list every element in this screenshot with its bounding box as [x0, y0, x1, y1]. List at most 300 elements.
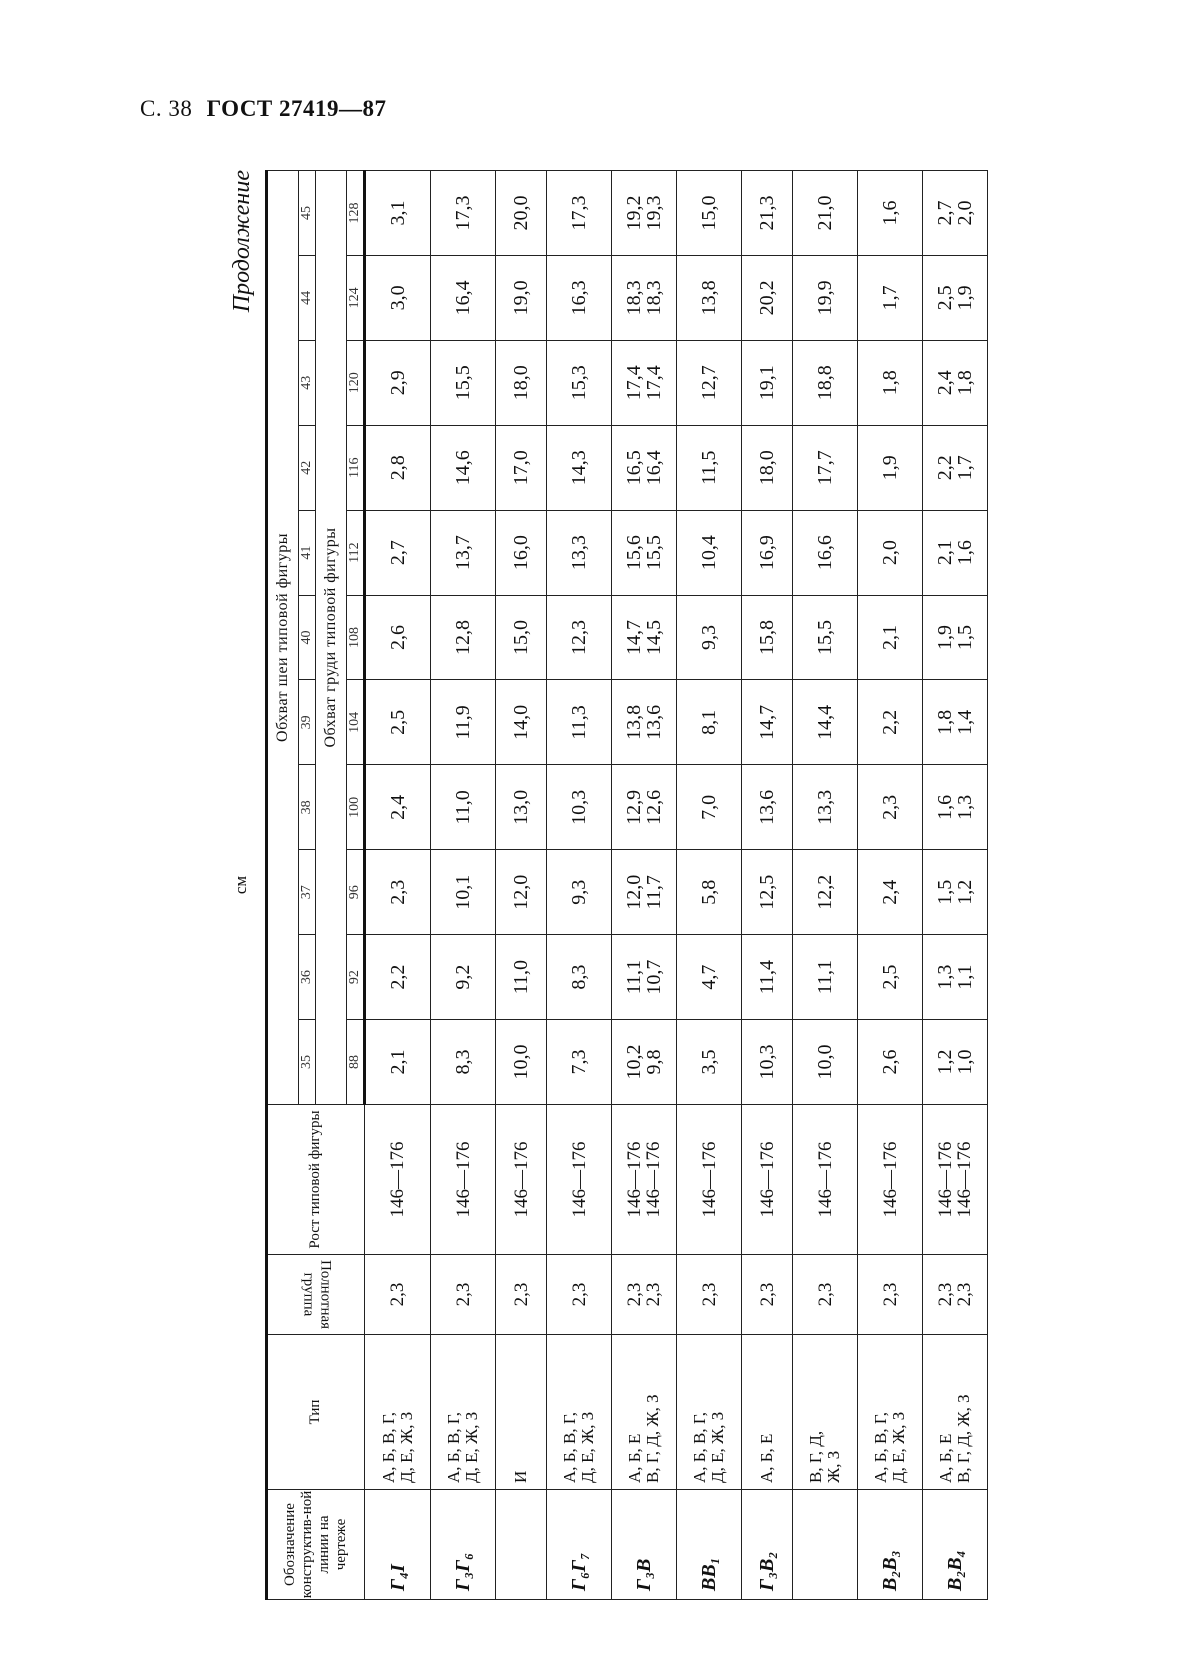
- value-cell-line: 16,0: [510, 535, 533, 571]
- value-cell-line: 13,6: [756, 789, 779, 825]
- neck-size-header: 40: [299, 595, 316, 680]
- type-cell: [612, 1335, 677, 1490]
- fullness-group-cell-line: 2,3: [935, 1282, 957, 1307]
- value-cell-line: 15,3: [568, 365, 591, 401]
- value-cell: [677, 340, 742, 425]
- table-row: [923, 171, 988, 1600]
- fullness-group-cell-line: 2,3: [814, 1282, 836, 1307]
- height-cell: [547, 1105, 612, 1255]
- value-cell: [858, 680, 923, 765]
- table-row: [496, 171, 547, 1600]
- value-cell: [923, 850, 988, 935]
- fullness-group-cell-line: 2,3: [452, 1282, 474, 1307]
- fullness-group-cell: [793, 1255, 858, 1335]
- value-cell-line: 2,5: [934, 285, 957, 311]
- value-cell-line: 13,8: [623, 704, 646, 740]
- chest-size-header: 96: [347, 850, 365, 935]
- neck-size-header: 45: [299, 171, 316, 256]
- value-cell-line: 18,3: [643, 280, 666, 316]
- value-cell-line: 20,0: [510, 195, 533, 231]
- value-cell-line: 1,2: [954, 879, 977, 905]
- value-cell-line: 10,4: [698, 535, 721, 571]
- value-cell: [923, 340, 988, 425]
- value-cell-line: 3,0: [387, 285, 410, 311]
- value-cell: [547, 171, 612, 256]
- value-cell: [742, 850, 793, 935]
- type-cell-line: А, Б, В, Г,: [871, 1411, 891, 1483]
- value-cell-line: 11,1: [623, 960, 646, 995]
- value-cell-line: 17,3: [452, 195, 475, 231]
- value-cell: [547, 255, 612, 340]
- value-cell-line: 12,5: [756, 874, 779, 910]
- value-cell-line: 18,8: [814, 365, 837, 401]
- value-cell-line: 1,5: [954, 625, 977, 651]
- table-row: [793, 171, 858, 1600]
- height-cell-line: 146—176: [814, 1141, 836, 1218]
- value-cell-line: 12,0: [623, 874, 646, 910]
- value-cell-line: 15,5: [814, 620, 837, 656]
- value-cell-line: 17,4: [623, 365, 646, 401]
- value-cell-line: 4,7: [698, 964, 721, 990]
- height-cell-line: 146—176: [452, 1141, 474, 1218]
- value-cell: [431, 680, 496, 765]
- value-cell: [793, 765, 858, 850]
- value-cell-line: 12,0: [510, 874, 533, 910]
- value-cell-line: 15,5: [452, 365, 475, 401]
- col-header-neck-group: Обхват шеи типовой фигуры: [267, 171, 299, 1105]
- value-cell-line: 2,6: [879, 1049, 902, 1075]
- chest-size-header: 92: [347, 935, 365, 1020]
- neck-size-header: 43: [299, 340, 316, 425]
- value-cell-line: 9,2: [452, 964, 475, 990]
- fullness-group-cell-line: 2,3: [387, 1282, 409, 1307]
- value-cell: [923, 510, 988, 595]
- value-cell-line: 3,5: [698, 1049, 721, 1075]
- value-cell-line: 1,7: [954, 455, 977, 481]
- value-cell: [547, 340, 612, 425]
- type-cell-line: Ж, З: [824, 1450, 844, 1483]
- value-cell: [742, 425, 793, 510]
- value-cell-line: 12,7: [698, 365, 721, 401]
- value-cell: [793, 1020, 858, 1105]
- value-cell: [793, 850, 858, 935]
- value-cell: [431, 765, 496, 850]
- value-cell: [793, 680, 858, 765]
- chest-size-header: 104: [347, 680, 365, 765]
- value-cell: [365, 765, 431, 850]
- value-cell: [793, 425, 858, 510]
- value-cell-line: 1,9: [954, 285, 977, 311]
- value-cell-line: 18,0: [510, 365, 533, 401]
- value-cell-line: 2,5: [879, 964, 902, 990]
- type-cell-line: Д, Е, Ж, З: [578, 1411, 598, 1483]
- type-cell-line: В, Г, Д, Ж, З: [643, 1394, 663, 1483]
- value-cell: [365, 340, 431, 425]
- value-cell-line: 13,7: [452, 535, 475, 571]
- value-cell: [496, 171, 547, 256]
- chest-size-header: 112: [347, 510, 365, 595]
- type-cell: [431, 1335, 496, 1490]
- value-cell-line: 1,5: [934, 879, 957, 905]
- value-cell-line: 16,5: [623, 450, 646, 486]
- value-cell: [858, 935, 923, 1020]
- height-cell-line: 146—176: [643, 1141, 665, 1218]
- value-cell-line: 1,0: [954, 1049, 977, 1075]
- value-cell-line: 14,7: [756, 704, 779, 740]
- fullness-group-cell-line: 2,3: [756, 1282, 778, 1307]
- value-cell-line: 2,1: [934, 540, 957, 566]
- type-cell-line: А, Б, Е: [936, 1433, 956, 1483]
- value-cell: [547, 1020, 612, 1105]
- value-cell-line: 9,3: [568, 879, 591, 905]
- value-cell: [923, 680, 988, 765]
- table-row: [858, 171, 923, 1600]
- value-cell-line: 9,3: [698, 625, 721, 651]
- value-cell-line: 2,8: [387, 455, 410, 481]
- value-cell-line: 13,0: [510, 789, 533, 825]
- height-cell: [858, 1105, 923, 1255]
- value-cell: [858, 595, 923, 680]
- value-cell: [612, 425, 677, 510]
- value-cell-line: 3,1: [387, 200, 410, 226]
- table-row: [612, 171, 677, 1600]
- value-cell-line: 17,4: [643, 365, 666, 401]
- fullness-group-label: Полнотная группа: [300, 1259, 334, 1330]
- value-cell: [677, 171, 742, 256]
- designation-cell: [793, 1490, 858, 1600]
- value-cell-line: 8,1: [698, 709, 721, 735]
- value-cell-line: 2,4: [387, 794, 410, 820]
- value-cell-line: 13,6: [643, 704, 666, 740]
- value-cell-line: 2,6: [387, 625, 410, 651]
- designation-cell: ВВ₁: [677, 1490, 742, 1600]
- value-cell: [793, 255, 858, 340]
- value-cell-line: 16,6: [814, 535, 837, 571]
- value-cell: [923, 1020, 988, 1105]
- chest-size-header: 88: [347, 1020, 365, 1105]
- table-body: [365, 171, 988, 1600]
- standard-number: ГОСТ 27419—87: [206, 96, 387, 121]
- value-cell-line: 2,0: [954, 200, 977, 226]
- value-cell-line: 14,3: [568, 450, 591, 486]
- value-cell: [547, 425, 612, 510]
- value-cell-line: 16,4: [643, 450, 666, 486]
- rotated-table-region: [225, 170, 1055, 1600]
- value-cell: [677, 680, 742, 765]
- value-cell: [858, 171, 923, 256]
- fullness-group-cell-line: 2,3: [643, 1282, 665, 1307]
- type-cell-line: А, Б, В, Г,: [690, 1411, 710, 1483]
- type-cell-line: А, Б, В, Г,: [560, 1411, 580, 1483]
- fullness-group-cell: [431, 1255, 496, 1335]
- value-cell: [365, 680, 431, 765]
- value-cell: [612, 171, 677, 256]
- height-cell: [742, 1105, 793, 1255]
- value-cell-line: 12,8: [452, 620, 475, 656]
- value-cell: [547, 765, 612, 850]
- value-cell-line: 19,0: [510, 280, 533, 316]
- value-cell: [496, 340, 547, 425]
- value-cell: [612, 340, 677, 425]
- value-cell-line: 12,2: [814, 874, 837, 910]
- value-cell: [793, 340, 858, 425]
- height-cell-line: 146—176: [510, 1141, 532, 1218]
- fullness-group-cell: [547, 1255, 612, 1335]
- type-cell: [793, 1335, 858, 1490]
- value-cell-line: 1,8: [879, 370, 902, 396]
- value-cell-line: 21,0: [814, 195, 837, 231]
- value-cell: [742, 595, 793, 680]
- value-cell: [496, 765, 547, 850]
- value-cell-line: 13,3: [568, 535, 591, 571]
- value-cell: [858, 850, 923, 935]
- page-number: С. 38: [140, 96, 193, 121]
- fullness-group-cell: [365, 1255, 431, 1335]
- value-cell-line: 8,3: [568, 964, 591, 990]
- value-cell: [612, 850, 677, 935]
- value-cell-line: 14,7: [623, 620, 646, 656]
- continuation-label: Продолжение: [229, 170, 255, 313]
- height-cell: [612, 1105, 677, 1255]
- height-cell-line: 146—176: [698, 1141, 720, 1218]
- value-cell: [742, 680, 793, 765]
- value-cell-line: 9,8: [643, 1049, 666, 1075]
- fullness-group-cell-line: 2,3: [698, 1282, 720, 1307]
- fullness-group-cell-line: 2,3: [954, 1282, 976, 1307]
- type-cell-line: А, Б, Е: [625, 1433, 645, 1483]
- chest-size-header: 116: [347, 425, 365, 510]
- value-cell-line: 19,9: [814, 280, 837, 316]
- value-cell: [677, 255, 742, 340]
- value-cell-line: 18,3: [623, 280, 646, 316]
- value-cell-line: 15,0: [698, 195, 721, 231]
- type-cell-line: А, Б, Е: [757, 1433, 777, 1483]
- value-cell: [793, 171, 858, 256]
- value-cell: [858, 255, 923, 340]
- designation-cell: Г₄I: [365, 1490, 431, 1600]
- value-cell-line: 1,9: [934, 625, 957, 651]
- value-cell-line: 2,2: [934, 455, 957, 481]
- type-cell-line: Д, Е, Ж, З: [396, 1411, 416, 1483]
- neck-size-header: 42: [299, 425, 316, 510]
- value-cell-line: 12,6: [643, 789, 666, 825]
- fullness-group-cell: [496, 1255, 547, 1335]
- value-cell: [431, 171, 496, 256]
- value-cell: [431, 935, 496, 1020]
- value-cell-line: 14,6: [452, 450, 475, 486]
- neck-size-header: 44: [299, 255, 316, 340]
- value-cell-line: 16,3: [568, 280, 591, 316]
- type-cell-line: В, Г, Д, Ж, З: [954, 1394, 974, 1483]
- value-cell: [431, 340, 496, 425]
- value-cell: [431, 510, 496, 595]
- value-cell: [496, 680, 547, 765]
- value-cell-line: 1,2: [934, 1049, 957, 1075]
- value-cell: [742, 1020, 793, 1105]
- value-cell: [365, 255, 431, 340]
- value-cell: [677, 935, 742, 1020]
- value-cell-line: 14,5: [643, 620, 666, 656]
- designation-cell: В₂В₄: [923, 1490, 988, 1600]
- value-cell: [365, 425, 431, 510]
- height-cell-line: 146—176: [568, 1141, 590, 1218]
- value-cell-line: 2,2: [879, 709, 902, 735]
- value-cell-line: 18,0: [756, 450, 779, 486]
- type-cell: [742, 1335, 793, 1490]
- col-header-fullness-group: [267, 1255, 365, 1335]
- value-cell: [858, 1020, 923, 1105]
- height-cell: [923, 1105, 988, 1255]
- value-cell: [612, 935, 677, 1020]
- value-cell: [742, 935, 793, 1020]
- fullness-group-cell: [742, 1255, 793, 1335]
- height-cell: [793, 1105, 858, 1255]
- value-cell-line: 7,0: [698, 794, 721, 820]
- designation-cell: [496, 1490, 547, 1600]
- value-cell: [923, 765, 988, 850]
- value-cell: [793, 510, 858, 595]
- fullness-group-cell-line: 2,3: [879, 1282, 901, 1307]
- value-cell: [496, 595, 547, 680]
- value-cell: [677, 510, 742, 595]
- value-cell: [793, 595, 858, 680]
- value-cell-line: 1,3: [934, 964, 957, 990]
- value-cell-line: 11,0: [510, 960, 533, 995]
- table-row: [742, 171, 793, 1600]
- fullness-group-cell: [923, 1255, 988, 1335]
- designation-cell: Г₃Г₆: [431, 1490, 496, 1600]
- fullness-group-cell-line: 2,3: [568, 1282, 590, 1307]
- value-cell: [365, 171, 431, 256]
- value-cell-line: 2,7: [934, 200, 957, 226]
- value-cell-line: 11,4: [756, 960, 779, 995]
- chest-size-header: 100: [347, 765, 365, 850]
- value-cell-line: 10,1: [452, 874, 475, 910]
- type-cell-line: Д, Е, Ж, З: [708, 1411, 728, 1483]
- value-cell: [496, 425, 547, 510]
- value-cell-line: 2,1: [879, 625, 902, 651]
- value-cell-line: 1,6: [879, 200, 902, 226]
- designation-cell: Г₆Г₇: [547, 1490, 612, 1600]
- value-cell: [923, 595, 988, 680]
- height-cell-line: 146—176: [624, 1141, 646, 1218]
- value-cell-line: 11,7: [643, 875, 666, 910]
- value-cell: [742, 510, 793, 595]
- designation-cell: Г₃В₂: [742, 1490, 793, 1600]
- value-cell-line: 15,5: [643, 535, 666, 571]
- chest-size-header: 124: [347, 255, 365, 340]
- value-cell-line: 19,1: [756, 365, 779, 401]
- type-cell: [923, 1335, 988, 1490]
- neck-size-header: 38: [299, 765, 316, 850]
- fullness-group-cell: [677, 1255, 742, 1335]
- value-cell-line: 15,6: [623, 535, 646, 571]
- value-cell: [677, 1020, 742, 1105]
- value-cell: [431, 595, 496, 680]
- value-cell-line: 10,0: [510, 1044, 533, 1080]
- value-cell: [496, 850, 547, 935]
- value-cell-line: 17,3: [568, 195, 591, 231]
- value-cell: [612, 255, 677, 340]
- value-cell: [365, 935, 431, 1020]
- col-header-type: Тип: [267, 1335, 365, 1490]
- value-cell: [612, 595, 677, 680]
- value-cell-line: 15,0: [510, 620, 533, 656]
- type-cell-line: А, Б, В, Г,: [378, 1411, 398, 1483]
- value-cell: [923, 255, 988, 340]
- value-cell: [612, 510, 677, 595]
- height-cell: [365, 1105, 431, 1255]
- table-row: [431, 171, 496, 1600]
- value-cell-line: 2,5: [387, 709, 410, 735]
- value-cell: [923, 935, 988, 1020]
- type-cell: [496, 1335, 547, 1490]
- value-cell: [365, 1020, 431, 1105]
- value-cell: [858, 510, 923, 595]
- height-cell-line: 146—176: [954, 1141, 976, 1218]
- value-cell: [923, 425, 988, 510]
- value-cell-line: 10,2: [623, 1044, 646, 1080]
- value-cell-line: 17,0: [510, 450, 533, 486]
- type-cell: [365, 1335, 431, 1490]
- type-cell-line: Д, Е, Ж, З: [889, 1411, 909, 1483]
- value-cell-line: 1,9: [879, 455, 902, 481]
- value-cell: [547, 935, 612, 1020]
- height-cell-line: 146—176: [935, 1141, 957, 1218]
- value-cell: [431, 1020, 496, 1105]
- value-cell: [496, 935, 547, 1020]
- value-cell-line: 10,0: [814, 1044, 837, 1080]
- value-cell-line: 2,7: [387, 540, 410, 566]
- value-cell: [742, 255, 793, 340]
- value-cell-line: 14,4: [814, 704, 837, 740]
- value-cell: [431, 255, 496, 340]
- value-cell-line: 16,9: [756, 535, 779, 571]
- value-cell-line: 1,6: [934, 794, 957, 820]
- value-cell-line: 12,3: [568, 620, 591, 656]
- value-cell: [547, 510, 612, 595]
- value-cell: [612, 1020, 677, 1105]
- fullness-group-cell: [858, 1255, 923, 1335]
- fullness-group-cell-line: 2,3: [624, 1282, 646, 1307]
- value-cell: [923, 171, 988, 256]
- value-cell: [677, 595, 742, 680]
- neck-size-header: 37: [299, 850, 316, 935]
- value-cell-line: 11,0: [452, 790, 475, 825]
- type-cell-line: В, Г, Д,: [806, 1430, 826, 1483]
- value-cell: [496, 255, 547, 340]
- value-cell: [858, 765, 923, 850]
- type-cell: [677, 1335, 742, 1490]
- value-cell-line: 2,3: [879, 794, 902, 820]
- value-cell-line: 19,2: [623, 195, 646, 231]
- height-cell: [496, 1105, 547, 1255]
- value-cell: [365, 595, 431, 680]
- value-cell-line: 2,9: [387, 370, 410, 396]
- height-cell-line: 146—176: [879, 1141, 901, 1218]
- value-cell: [742, 340, 793, 425]
- value-cell-line: 11,5: [698, 450, 721, 485]
- col-header-designation: Обозначение конструктив-ной линии на чертеже: [267, 1490, 365, 1600]
- value-cell-line: 1,8: [934, 709, 957, 735]
- value-cell-line: 10,3: [756, 1044, 779, 1080]
- value-cell-line: 2,1: [387, 1049, 410, 1075]
- value-cell-line: 1,7: [879, 285, 902, 311]
- value-cell-line: 2,3: [387, 879, 410, 905]
- value-cell-line: 17,7: [814, 450, 837, 486]
- unit-label: см: [231, 875, 250, 895]
- value-cell: [742, 765, 793, 850]
